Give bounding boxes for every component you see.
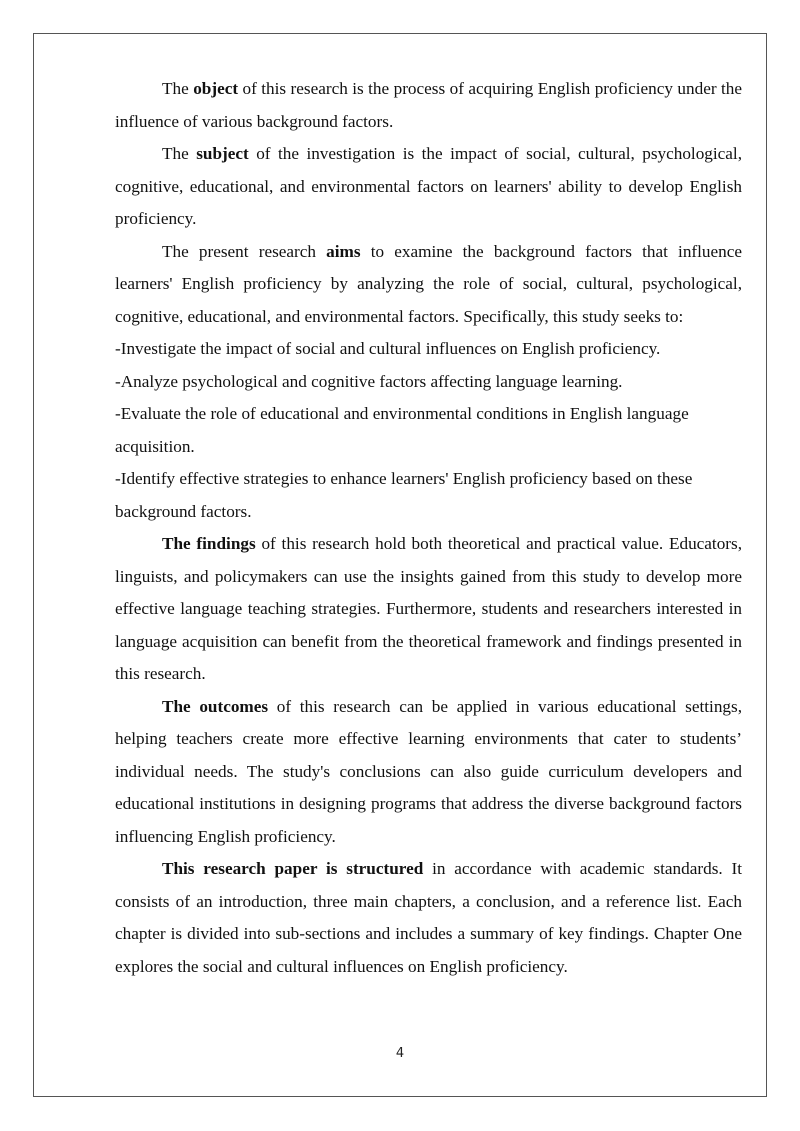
objective-item: -Evaluate the role of educational and environmental conditions in English language acquisition. bbox=[115, 404, 689, 456]
paragraph-aims-text: to examine the background factors that influence learners' English proficiency by analyzing the role of social, cultural, psychological, cognitive, educational, and environmental factors. Specifically, this study seeks to: bbox=[115, 241, 742, 326]
term-subject: subject bbox=[196, 144, 249, 163]
term-structure: This research paper is structured bbox=[162, 859, 424, 878]
paragraph-aims bbox=[115, 236, 742, 334]
paragraph-object-lead: The bbox=[162, 79, 194, 98]
paragraph-subject bbox=[115, 138, 742, 236]
paragraph-subject-text: of the investigation is the impact of social, cultural, psychological, cognitive, educational, and environmental factors on learners' ability to develop English proficiency. bbox=[115, 144, 742, 228]
paragraph-object bbox=[115, 73, 742, 138]
paragraph-findings bbox=[115, 528, 742, 691]
paragraph-structure-text: in accordance with academic standards. It consists of an introduction, three main chapters, a conclusion, and a reference list. Each chapter is divided into sub-sections and includes a summary of key findings. Chapter One explores the social and cultural influences on English proficiency. bbox=[115, 859, 742, 976]
paragraph-object-text: of this research is the process of acquiring English proficiency under the influence of various background factors. bbox=[115, 79, 742, 131]
paragraph-subject-lead: The bbox=[162, 144, 197, 163]
term-aims: aims bbox=[326, 241, 361, 261]
page-number: 4 bbox=[395, 1046, 405, 1061]
document-body bbox=[115, 73, 742, 983]
term-findings: The findings bbox=[162, 534, 256, 553]
objective-item: -Identify effective strategies to enhance learners' English proficiency based on these background factors. bbox=[115, 469, 693, 521]
paragraph-structure bbox=[115, 853, 742, 983]
term-outcomes: The outcomes bbox=[162, 696, 269, 716]
paragraph-aims-lead: The present research bbox=[162, 241, 327, 261]
term-object: object bbox=[193, 79, 239, 98]
paragraph-findings-text: of this research hold both theoretical and practical value. Educators, linguists, and policymakers can use the insights gained from this study to develop more effective language teaching strategies. Furthermore, students and researchers interested in language acquisition can benefit from the theoretical framework and findings presented in this research. bbox=[115, 534, 743, 683]
objective-item: -Analyze psychological and cognitive factors affecting language learning. bbox=[115, 371, 623, 391]
paragraph-outcomes-text: of this research can be applied in various educational settings, helping teachers create more effective learning environments that cater to students’ individual needs. The study's conclusions can also guide curriculum developers and educational institutions in designing programs that address the diverse background factors influencing English proficiency. bbox=[115, 696, 742, 846]
paragraph-outcomes bbox=[115, 691, 742, 854]
objective-item: -Investigate the impact of social and cultural influences on English proficiency. bbox=[115, 339, 661, 358]
